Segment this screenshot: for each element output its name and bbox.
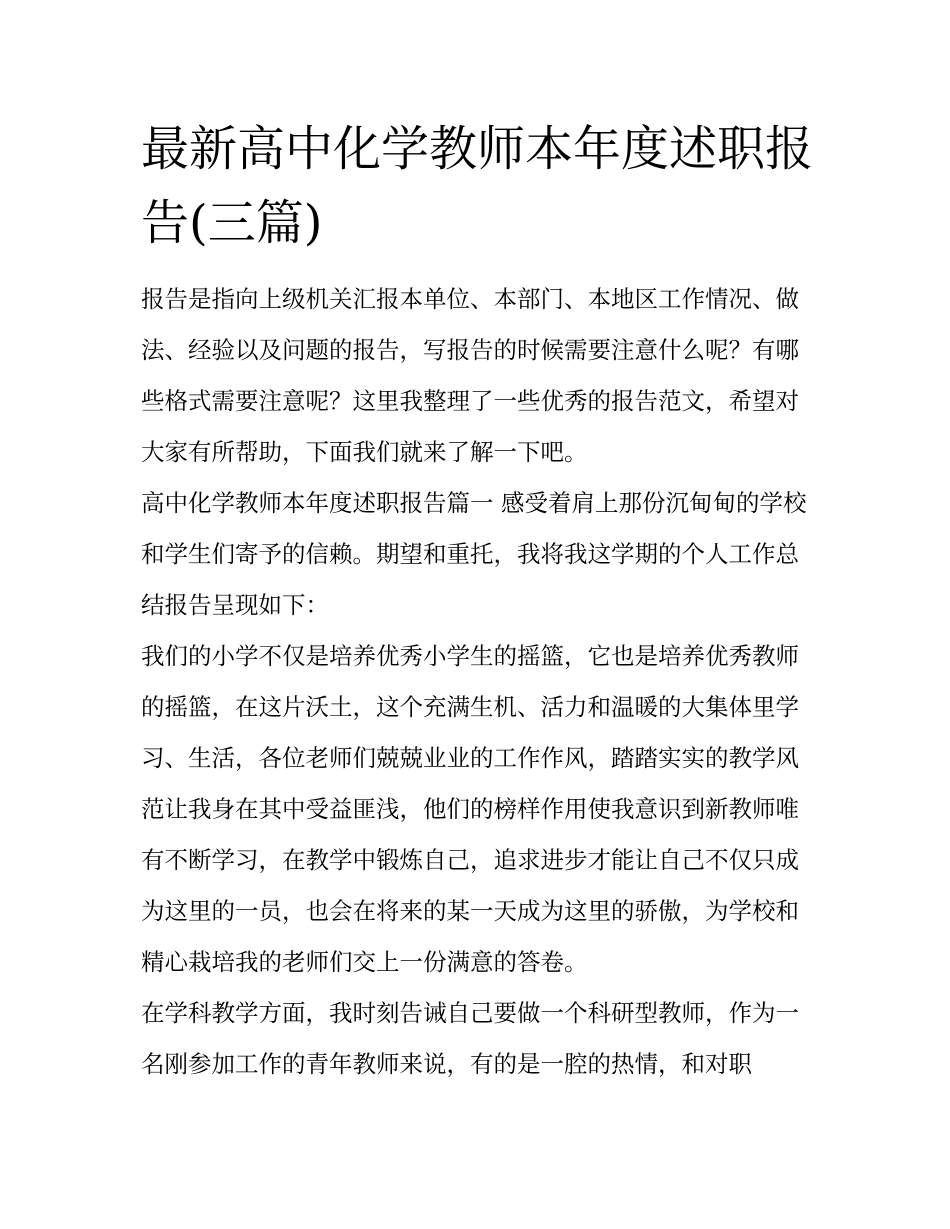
teaching-paragraph: 在学科教学方面，我时刻告诫自己要做一个科研型教师，作为一名刚参加工作的青年教师来说，有的是一腔的热情，和对职: [141, 999, 799, 1078]
document-title: 最新高中化学教师本年度述职报告(三篇): [141, 121, 814, 251]
intro-paragraph: 报告是指向上级机关汇报本单位、本部门、本地区工作情况、做法、经验以及问题的报告，写报告的时候需要注意什么呢？有哪些格式需要注意呢？这里我整理了一些优秀的报告范文，希望对大家有所帮助，下面我们就来了解一下吧。: [141, 285, 799, 466]
report-opening-paragraph: 高中化学教师本年度述职报告篇一 感受着肩上那份沉甸甸的学校和学生们寄予的信赖。期望和重托，我将我这学期的个人工作总结报告呈现如下：: [141, 489, 807, 619]
document-body: [141, 112, 821, 1090]
school-environment-paragraph: 我们的小学不仅是培养优秀小学生的摇篮，它也是培养优秀教师的摇篮，在这片沃土，这个充满生机、活力和温暖的大集体里学习、生活，各位老师们兢兢业业的工作作风，踏踏实实的教学风范让我身在其中受益匪浅，他们的榜样作用使我意识到新教师唯有不断学习，在教学中锻炼自己，追求进步才能让自己不仅只成为这里的一员，也会在将来的某一天成为这里的骄傲，为学校和精心栽培我的老师们交上一份满意的答卷。: [141, 642, 799, 976]
